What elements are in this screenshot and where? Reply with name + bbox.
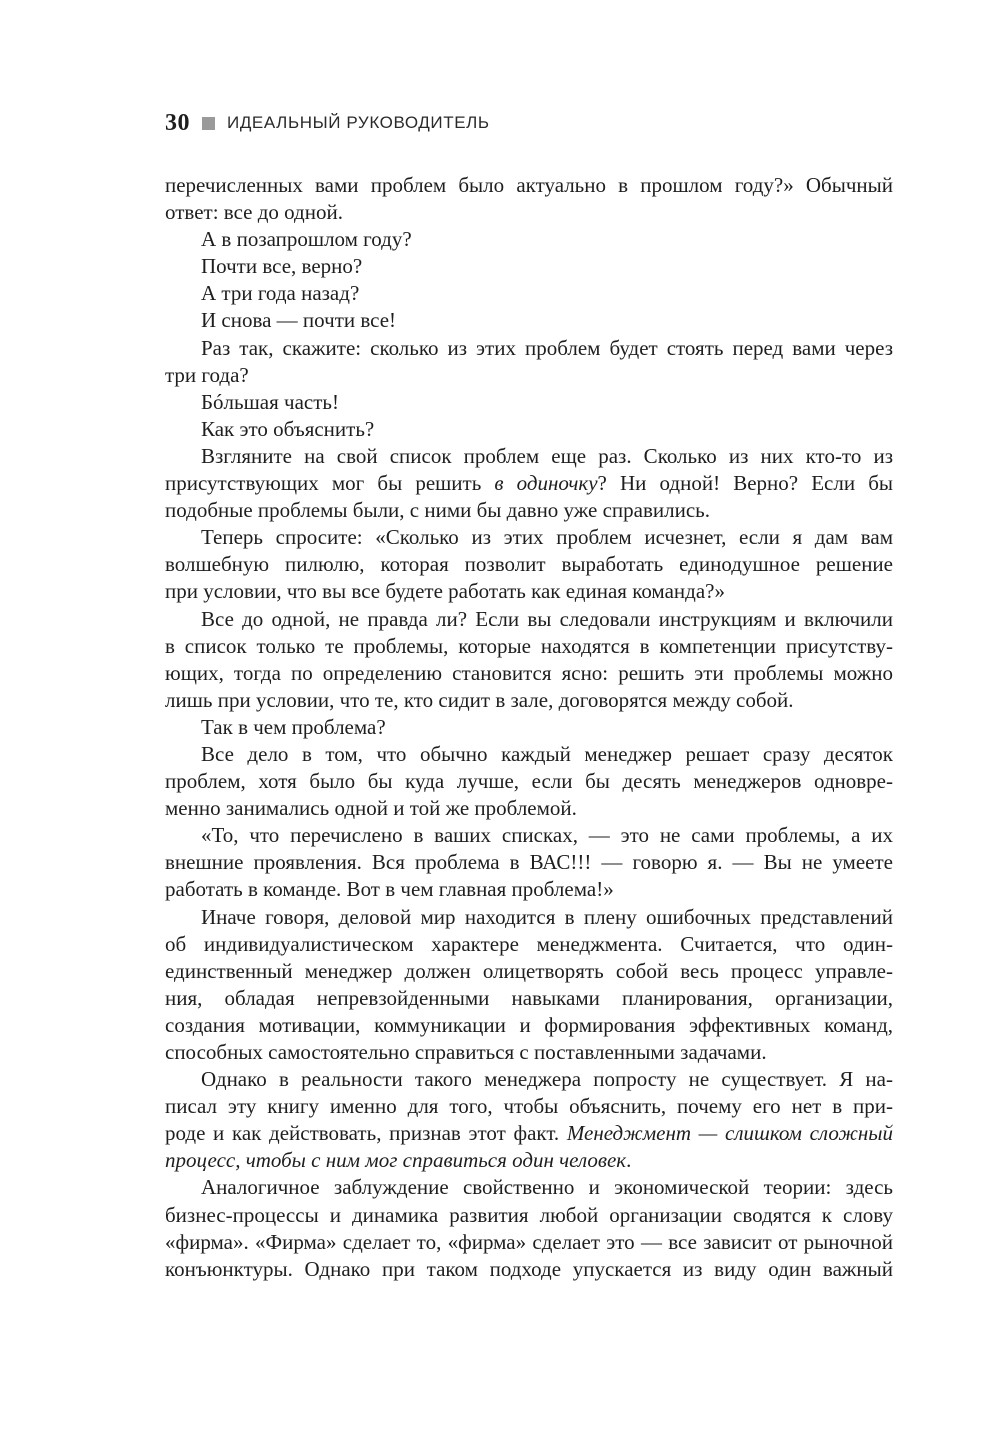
text-line: [165, 795, 893, 822]
text-segment: «фирма». «Фирма» сделает то, «фирма» сделает это — все зависит от рыночной: [165, 1229, 893, 1254]
text-segment: присутствующих мог бы решить: [165, 471, 495, 496]
text-segment: Бóльшая часть!: [201, 389, 339, 414]
text-segment: А в позапрошлом году?: [201, 227, 412, 252]
text-segment: конъюнктуры. Однако при таком подходе упускается из виду один важный: [165, 1256, 893, 1281]
running-head: [165, 108, 490, 138]
text-line: [165, 849, 893, 876]
italic-segment: процесс, чтобы с ним мог справиться один человек: [165, 1148, 627, 1173]
text-segment: волшебную пилюлю, которая позволит выработать единодушное решение: [165, 552, 893, 577]
text-segment: Как это объяснить?: [201, 416, 375, 441]
text-segment: роде и как действовать, признав этот факт.: [165, 1121, 567, 1146]
text-segment: Однако в реальности такого менеджера попросту не существует. Я на-: [201, 1067, 893, 1092]
text-segment: И снова — почти все!: [201, 308, 397, 333]
text-line: [165, 768, 893, 795]
text-line: [165, 172, 893, 199]
text-line: [165, 1147, 893, 1174]
body-text: [165, 172, 893, 1283]
text-line: [165, 470, 893, 497]
text-segment: лишь при условии, что те, кто сидит в зале, договорятся между собой.: [165, 687, 794, 712]
text-line: [165, 1039, 893, 1066]
text-line: [165, 416, 893, 443]
text-segment: Теперь спросите: «Сколько из этих проблем исчезнет, если я дам вам: [201, 525, 893, 550]
text-segment: Раз так, скажите: сколько из этих проблем будет стоять перед вами через: [201, 335, 893, 360]
text-segment: проблем, хотя было бы куда лучше, если бы десять менеджеров одновре-: [165, 769, 893, 794]
text-segment: об индивидуалистическом характере менеджмента. Считается, что один-: [165, 931, 893, 956]
header-square-icon: [202, 117, 215, 130]
italic-segment: в одиночку: [494, 471, 598, 496]
text-line: [165, 199, 893, 226]
text-line: [165, 280, 893, 307]
text-line: [165, 443, 893, 470]
text-line: [165, 497, 893, 524]
text-line: [165, 551, 893, 578]
text-segment: менно занимались одной и той же проблемой.: [165, 796, 577, 821]
text-segment: внешние проявления. Вся проблема в ВАС!!! — говорю я. — Вы не умеете: [165, 850, 893, 875]
text-segment: Все дело в том, что обычно каждый менеджер решает сразу десяток: [201, 741, 893, 766]
text-segment: .: [626, 1148, 632, 1173]
text-segment: ющих, тогда по определению становится ясно: решить эти проблемы можно: [165, 660, 893, 685]
text-line: [165, 1120, 893, 1147]
text-segment: Так в чем проблема?: [201, 714, 386, 739]
text-segment: единственный менеджер должен олицетворять собой весь процесс управле-: [165, 958, 893, 983]
text-segment: Почти все, верно?: [201, 254, 363, 279]
text-line: [165, 524, 893, 551]
text-segment: Взгляните на свой список проблем еще раз. Сколько из них кто-то из: [201, 443, 893, 468]
text-segment: Все до одной, не правда ли? Если вы следовали инструкциям и включили: [201, 606, 893, 631]
text-line: [165, 1202, 893, 1229]
text-line: [165, 876, 893, 903]
text-line: [165, 660, 893, 687]
text-line: [165, 1174, 893, 1201]
text-line: [165, 253, 893, 280]
text-line: [165, 1093, 893, 1120]
text-line: [165, 1066, 893, 1093]
text-segment: Иначе говоря, деловой мир находится в плену ошибочных представлений: [201, 904, 893, 929]
text-segment: три года?: [165, 362, 249, 387]
text-line: [165, 362, 893, 389]
text-line: [165, 687, 893, 714]
italic-segment: Менеджмент — слишком сложный: [566, 1121, 893, 1146]
text-line: [165, 904, 893, 931]
text-segment: перечисленных вами проблем было актуально в прошлом году?» Обычный: [165, 173, 893, 197]
text-segment: Аналогичное заблуждение свойственно и экономической теории: здесь: [201, 1175, 893, 1200]
text-segment: ? Ни одной! Верно? Если бы: [597, 471, 893, 496]
text-segment: А три года назад?: [201, 281, 360, 306]
text-line: [165, 822, 893, 849]
book-title: ИДЕАЛЬНЫЙ РУКОВОДИТЕЛЬ: [227, 113, 490, 132]
text-line: [165, 335, 893, 362]
text-line: [165, 606, 893, 633]
text-line: [165, 931, 893, 958]
text-line: [165, 633, 893, 660]
text-segment: бизнес-процессы и динамика развития любой организации сводятся к слову: [165, 1202, 893, 1227]
text-line: [165, 958, 893, 985]
text-segment: при условии, что вы все будете работать как единая команда?»: [165, 579, 725, 604]
text-line: [165, 307, 893, 334]
text-segment: в список только те проблемы, которые находятся в компетенции присутству-: [165, 633, 893, 658]
text-line: [165, 578, 893, 605]
text-line: [165, 1012, 893, 1039]
text-segment: работать в команде. Вот в чем главная проблема!»: [165, 877, 614, 902]
text-segment: писал эту книгу именно для того, чтобы объяснить, почему его нет в при-: [165, 1094, 893, 1119]
text-segment: ответ: все до одной.: [165, 200, 343, 225]
text-line: [165, 1229, 893, 1256]
text-line: [165, 741, 893, 768]
page-number: 30: [165, 109, 190, 136]
text-line: [165, 985, 893, 1012]
text-line: [165, 1256, 893, 1283]
text-line: [165, 714, 893, 741]
text-segment: способных самостоятельно справиться с поставленными задачами.: [165, 1040, 767, 1064]
text-segment: создания мотивации, коммуникации и формирования эффективных команд,: [165, 1012, 893, 1037]
text-line: [165, 389, 893, 416]
text-line: [165, 226, 893, 253]
text-segment: «То, что перечислено в ваших списках, — это не сами проблемы, а их: [201, 823, 893, 848]
text-segment: подобные проблемы были, с ними бы давно уже справились.: [165, 498, 710, 523]
text-segment: ния, обладая непревзойденными навыками планирования, организации,: [165, 985, 893, 1010]
